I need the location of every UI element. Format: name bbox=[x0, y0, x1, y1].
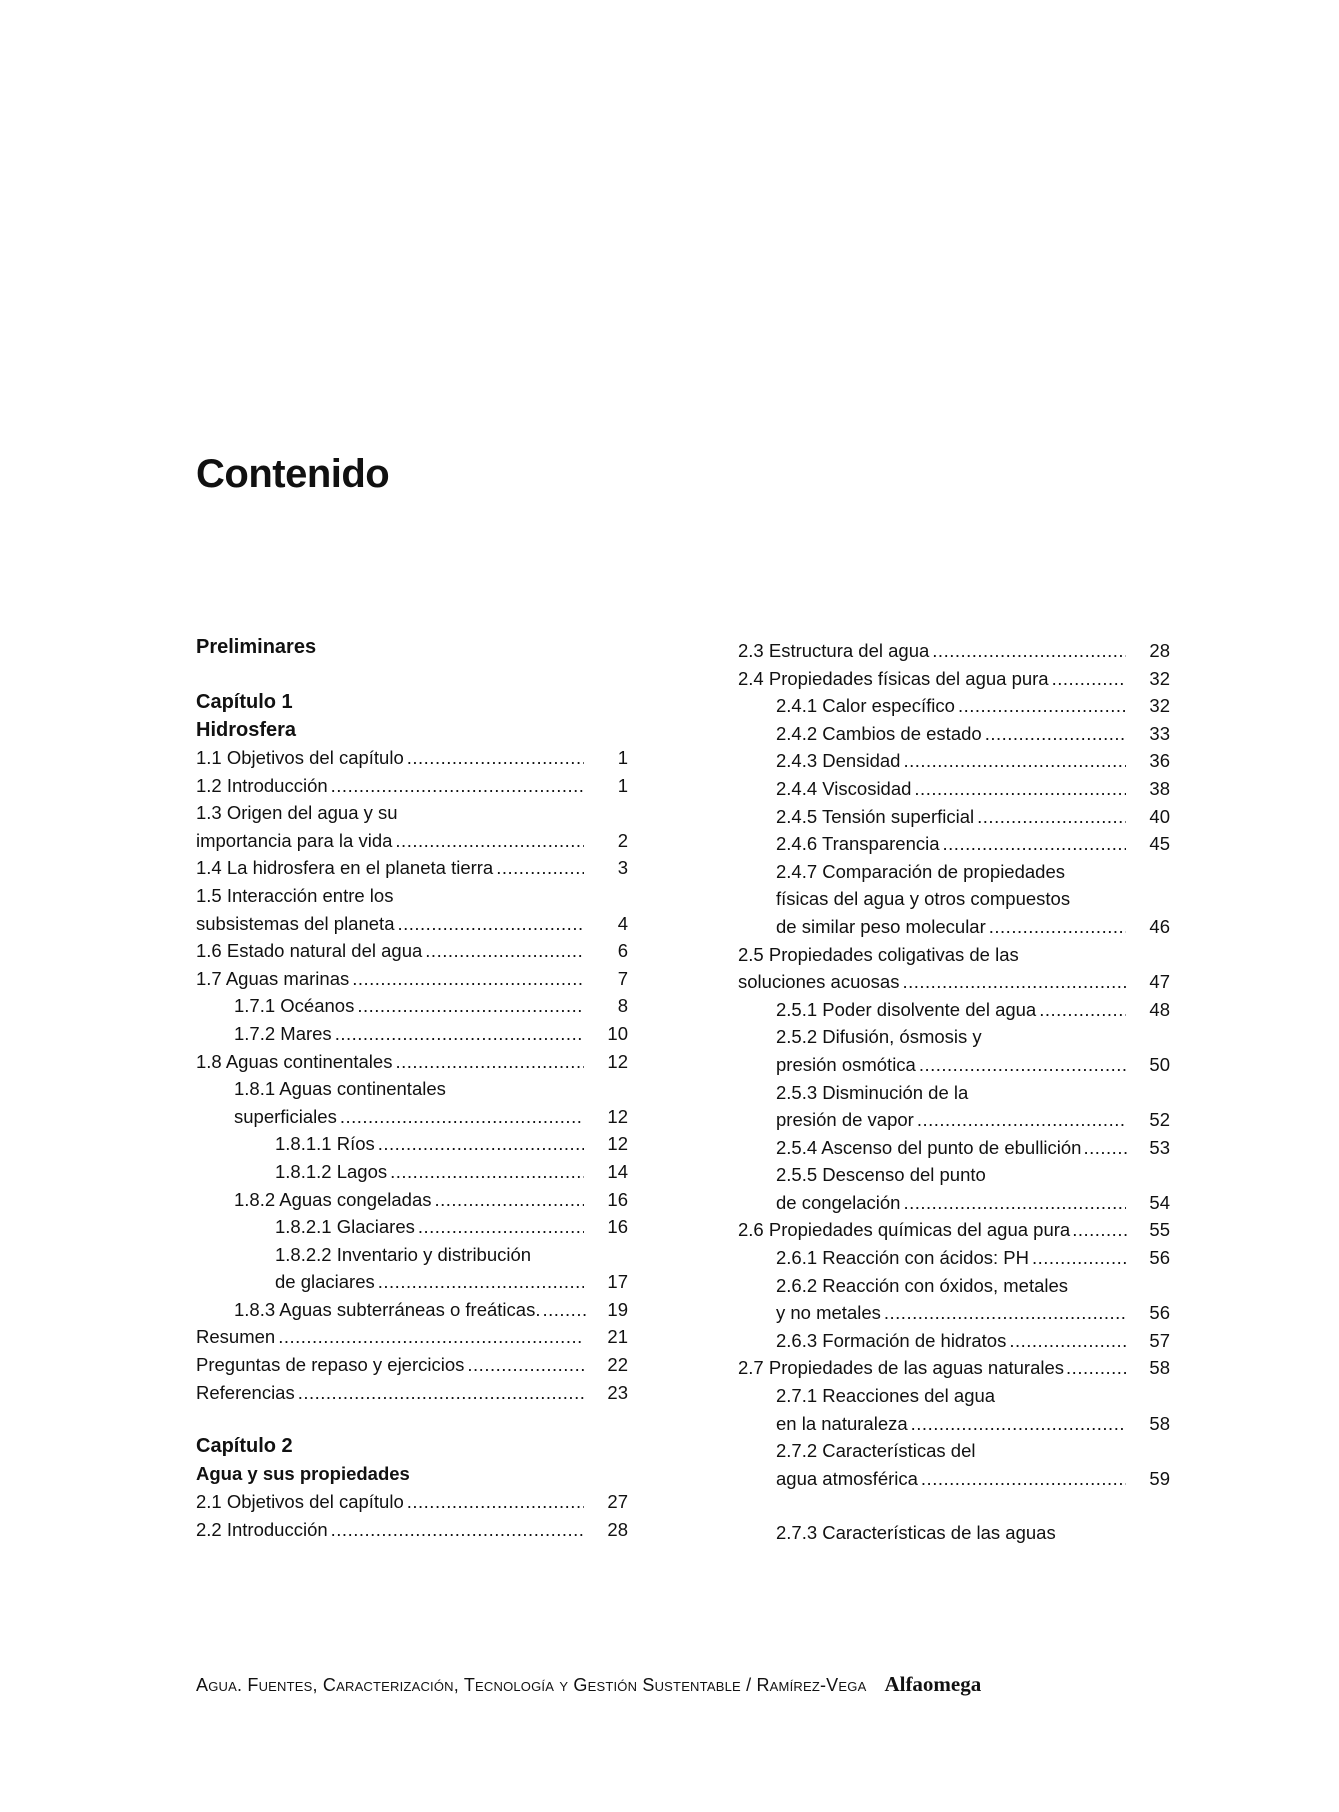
toc-entry[interactable]: 1.1 Objetivos del capítulo ..... 1 bbox=[196, 744, 628, 772]
toc-entry-wrap[interactable]: físicas del agua y otros compuestos bbox=[776, 888, 1071, 910]
toc-entry[interactable]: 1.8.2.1 Glaciares ..... 16 bbox=[196, 1213, 628, 1241]
toc-entry[interactable]: 2.5.1 Poder disolvente del agua ..... 48 bbox=[738, 996, 1170, 1024]
toc-entry[interactable]: superficiales ..... 12 bbox=[196, 1103, 628, 1131]
toc-entry[interactable]: 1.7.1 Océanos ..... 8 bbox=[196, 992, 628, 1020]
toc-entry-wrap[interactable]: 2.7.2 Características del bbox=[776, 1440, 976, 1462]
toc-entry[interactable]: 1.8.1.2 Lagos ..... 14 bbox=[196, 1158, 628, 1186]
toc-entry-wrap[interactable]: 1.3 Origen del agua y su bbox=[196, 802, 398, 824]
toc-entry[interactable]: 2.4.5 Tensión superficial ..... 40 bbox=[738, 803, 1170, 831]
toc-entry[interactable]: Resumen ..... 21 bbox=[196, 1323, 628, 1351]
toc-entry[interactable]: 2.1 Objetivos del capítulo ..... 27 bbox=[196, 1488, 628, 1516]
toc-entry[interactable]: 1.6 Estado natural del agua ..... 6 bbox=[196, 937, 628, 965]
toc-entry[interactable]: 2.4.2 Cambios de estado ..... 33 bbox=[738, 720, 1170, 748]
page-footer bbox=[196, 1672, 1182, 1697]
toc-entry[interactable]: 2.6.1 Reacción con ácidos: PH ..... 56 bbox=[738, 1244, 1170, 1272]
page-title: Contenido bbox=[196, 452, 390, 496]
toc-entry-wrap[interactable]: 1.8.2.2 Inventario y distribución bbox=[275, 1243, 532, 1265]
toc-entry[interactable]: 1.7.2 Mares ..... 10 bbox=[196, 1020, 628, 1048]
publisher-logo: Alfaomega bbox=[884, 1672, 982, 1696]
toc-entry[interactable]: de congelación ..... 54 bbox=[738, 1189, 1170, 1217]
toc-entry[interactable]: 1.4 La hidrosfera en el planeta tierra ..... 3 bbox=[196, 854, 628, 882]
toc-entry-wrap[interactable]: 2.4.7 Comparación de propiedades bbox=[776, 860, 1065, 882]
toc-entry[interactable]: soluciones acuosas ..... 47 bbox=[738, 968, 1170, 996]
toc-entry[interactable]: 2.7 Propiedades de las aguas naturales ..... 58 bbox=[738, 1354, 1170, 1382]
toc-entry-wrap[interactable]: 1.5 Interacción entre los bbox=[196, 884, 394, 906]
toc-entry-wrap[interactable]: 2.7.3 Características de las aguas bbox=[776, 1522, 1056, 1544]
toc-entry[interactable]: 2.4 Propiedades físicas del agua pura ..... 32 bbox=[738, 665, 1170, 693]
toc-entry[interactable]: y no metales ..... 56 bbox=[738, 1299, 1170, 1327]
toc-entry[interactable]: 2.4.6 Transparencia ..... 45 bbox=[738, 830, 1170, 858]
toc-entry[interactable]: 1.8.2 Aguas congeladas ..... 16 bbox=[196, 1186, 628, 1214]
toc-entry[interactable]: 2.3 Estructura del agua ..... 28 bbox=[738, 637, 1170, 665]
footer-book-title: Agua. Fuentes, Caracterización, Tecnología y Gestión Sustentable / Ramírez-Vega bbox=[196, 1675, 867, 1695]
toc-entry[interactable]: Preguntas de repaso y ejercicios ..... 22 bbox=[196, 1351, 628, 1379]
chapter-2-title[interactable]: Agua y sus propiedades bbox=[196, 1463, 410, 1485]
toc-left-column bbox=[196, 633, 628, 1543]
toc-entry[interactable]: de similar peso molecular ..... 46 bbox=[738, 913, 1170, 941]
toc-entry[interactable]: 2.6.3 Formación de hidratos ..... 57 bbox=[738, 1327, 1170, 1355]
toc-entry-wrap[interactable]: 1.8.1 Aguas continentales bbox=[234, 1078, 446, 1100]
toc-entry-wrap[interactable]: 2.5.5 Descenso del punto bbox=[776, 1164, 986, 1186]
toc-entry[interactable]: presión osmótica ..... 50 bbox=[738, 1051, 1170, 1079]
chapter-1-label: Capítulo 1 bbox=[196, 691, 293, 713]
toc-entry[interactable]: 1.8.3 Aguas subterráneas o freáticas. ..... 19 bbox=[196, 1296, 628, 1324]
toc-entry[interactable]: 2.4.1 Calor específico ..... 32 bbox=[738, 692, 1170, 720]
toc-entry[interactable]: importancia para la vida ..... 2 bbox=[196, 827, 628, 855]
chapter-2-label: Capítulo 2 bbox=[196, 1435, 293, 1458]
toc-entry[interactable]: 1.8.1.1 Ríos ..... 12 bbox=[196, 1130, 628, 1158]
section-preliminares[interactable]: Preliminares bbox=[196, 636, 317, 658]
toc-entry[interactable]: subsistemas del planeta ..... 4 bbox=[196, 910, 628, 938]
toc-entry-wrap[interactable]: 2.5.2 Difusión, ósmosis y bbox=[776, 1026, 982, 1048]
toc-entry[interactable]: 2.4.4 Viscosidad ..... 38 bbox=[738, 775, 1170, 803]
chapter-1-title[interactable]: Hidrosfera bbox=[196, 719, 297, 741]
toc-entry-wrap[interactable]: 2.5.3 Disminución de la bbox=[776, 1081, 969, 1103]
toc-entry[interactable]: en la naturaleza ..... 58 bbox=[738, 1410, 1170, 1438]
toc-entry[interactable]: 2.4.3 Densidad ..... 36 bbox=[738, 747, 1170, 775]
toc-entry[interactable]: presión de vapor ..... 52 bbox=[738, 1106, 1170, 1134]
toc-entry[interactable]: 2.2 Introducción ..... 28 bbox=[196, 1516, 628, 1544]
toc-entry[interactable]: 1.7 Aguas marinas ..... 7 bbox=[196, 965, 628, 993]
toc-entry[interactable]: de glaciares ..... 17 bbox=[196, 1268, 628, 1296]
toc-entry[interactable]: 1.8 Aguas continentales ..... 12 bbox=[196, 1048, 628, 1076]
toc-entry[interactable]: 2.5.4 Ascenso del punto de ebullición ..... 53 bbox=[738, 1134, 1170, 1162]
toc-entry[interactable]: Referencias ..... 23 bbox=[196, 1379, 628, 1407]
toc-entry[interactable]: agua atmosférica ..... 59 bbox=[738, 1465, 1170, 1493]
toc-entry[interactable]: 1.2 Introducción ..... 1 bbox=[196, 772, 628, 800]
toc-entry-wrap[interactable]: 2.6.2 Reacción con óxidos, metales bbox=[776, 1274, 1069, 1296]
toc-right-column bbox=[738, 637, 1170, 1547]
toc-entry-wrap[interactable]: 2.5 Propiedades coligativas de las bbox=[738, 943, 1019, 965]
toc-entry[interactable]: 2.6 Propiedades químicas del agua pura ..... 55 bbox=[738, 1216, 1170, 1244]
toc-entry-wrap[interactable]: 2.7.1 Reacciones del agua bbox=[776, 1385, 996, 1407]
